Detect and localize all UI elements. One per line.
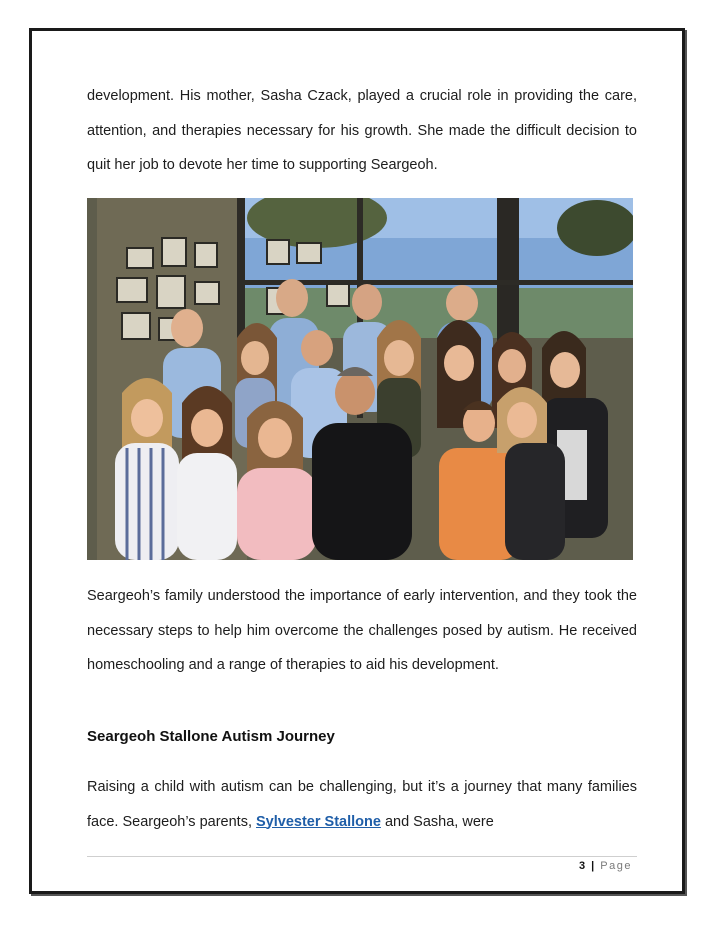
section-heading: Seargeoh Stallone Autism Journey — [87, 728, 335, 745]
page-label: Page — [600, 860, 632, 872]
paragraph-3-text-before: Raising a child with autism can be challenging, but it’s a journey that many families face. Seargeoh’s parents, — [87, 779, 637, 830]
page-number: 3 — [578, 860, 587, 872]
sylvester-stallone-link[interactable]: Sylvester Stallone — [256, 813, 381, 830]
paragraph-3-text-after: and Sasha, were — [380, 813, 494, 830]
paragraph-1: development. His mother, Sasha Czack, played a crucial role in providing the care, attention, and therapies necessary for his growth. She made the difficult decision to quit her job to devote her time to supporting Seargeoh. — [87, 88, 637, 173]
page-separator: | — [591, 860, 596, 872]
page-footer — [579, 860, 632, 872]
paragraph-3 — [87, 770, 637, 839]
paragraph-2: Seargeoh’s family understood the importance of early intervention, and they took the necessary steps to help him overcome the challenges posed by autism. He received homeschooling and a range of therapies to aid his development. — [87, 588, 637, 673]
family-photo-illustration — [87, 198, 633, 560]
footer-divider — [87, 856, 637, 857]
document-page — [29, 28, 685, 894]
family-photo — [87, 198, 633, 560]
